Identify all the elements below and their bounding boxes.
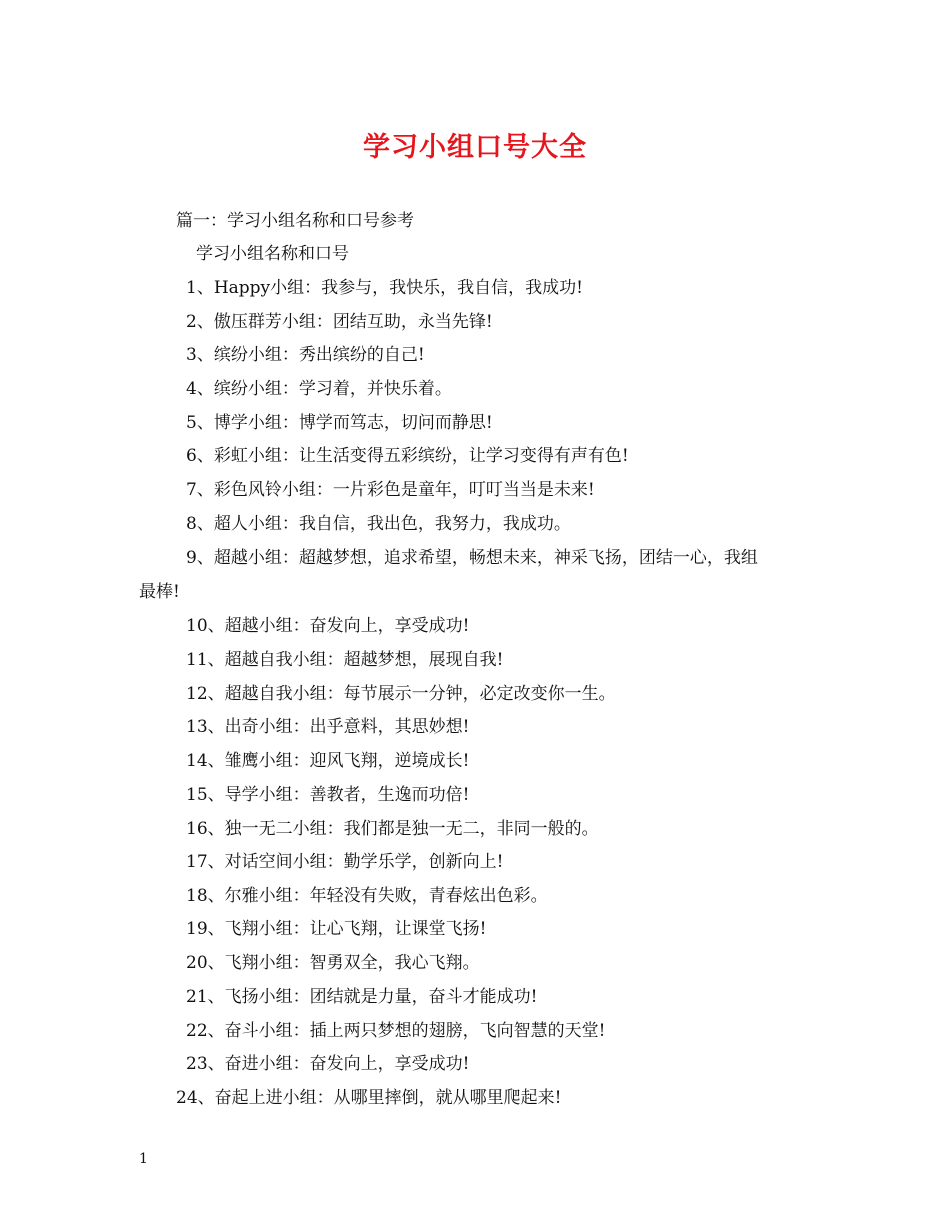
list-item: 20、飞翔小组：智勇双全，我心飞翔。 [186,953,480,973]
list-item: 9、超越小组：超越梦想，追求希望，畅想未来，神采飞扬，团结一心，我组 [186,548,758,568]
list-item: 23、奋进小组：奋发向上，享受成功! [186,1054,470,1074]
list-item: 6、彩虹小组：让生活变得五彩缤纷，让学习变得有声有色! [186,446,629,466]
list-item: 1、Happy小组：我参与，我快乐，我自信，我成功! [186,278,583,298]
list-item: 21、飞扬小组：团结就是力量，奋斗才能成功! [186,987,538,1007]
list-item: 15、导学小组：善教者，生逸而功倍! [186,785,470,805]
list-item: 8、超人小组：我自信，我出色，我努力，我成功。 [186,514,571,534]
section-subheading: 学习小组名称和口号 [196,244,349,264]
section-heading: 篇一：学习小组名称和口号参考 [176,211,414,231]
list-item: 13、出奇小组：出乎意料，其思妙想! [186,717,470,737]
list-item-continuation: 最棒! [139,582,180,602]
list-item: 7、彩色风铃小组：一片彩色是童年，叮叮当当是未来! [186,480,595,500]
list-item: 5、博学小组：博学而笃志，切问而静思! [186,413,493,433]
list-item: 16、独一无二小组：我们都是独一无二，非同一般的。 [186,819,599,839]
list-item: 22、奋斗小组：插上两只梦想的翅膀，飞向智慧的天堂! [186,1021,606,1041]
list-item: 3、缤纷小组：秀出缤纷的自己! [186,345,425,365]
page-number: 1 [139,1151,148,1167]
list-item: 10、超越小组：奋发向上，享受成功! [186,616,470,636]
list-item: 24、奋起上进小组：从哪里摔倒，就从哪里爬起来! [176,1088,562,1108]
list-item: 2、傲压群芳小组：团结互助，永当先锋! [186,312,493,332]
list-item: 18、尔雅小组：年轻没有失败，青春炫出色彩。 [186,886,548,906]
list-item: 4、缤纷小组：学习着，并快乐着。 [186,379,452,399]
list-item: 12、超越自我小组：每节展示一分钟，必定改变你一生。 [186,684,616,704]
list-item: 17、对话空间小组：勤学乐学，创新向上! [186,852,504,872]
list-item: 19、飞翔小组：让心飞翔，让课堂飞扬! [186,919,487,939]
list-item: 11、超越自我小组：超越梦想，展现自我! [186,650,504,670]
list-item: 14、雏鹰小组：迎风飞翔，逆境成长! [186,751,470,771]
document-title: 学习小组口号大全 [363,132,587,163]
